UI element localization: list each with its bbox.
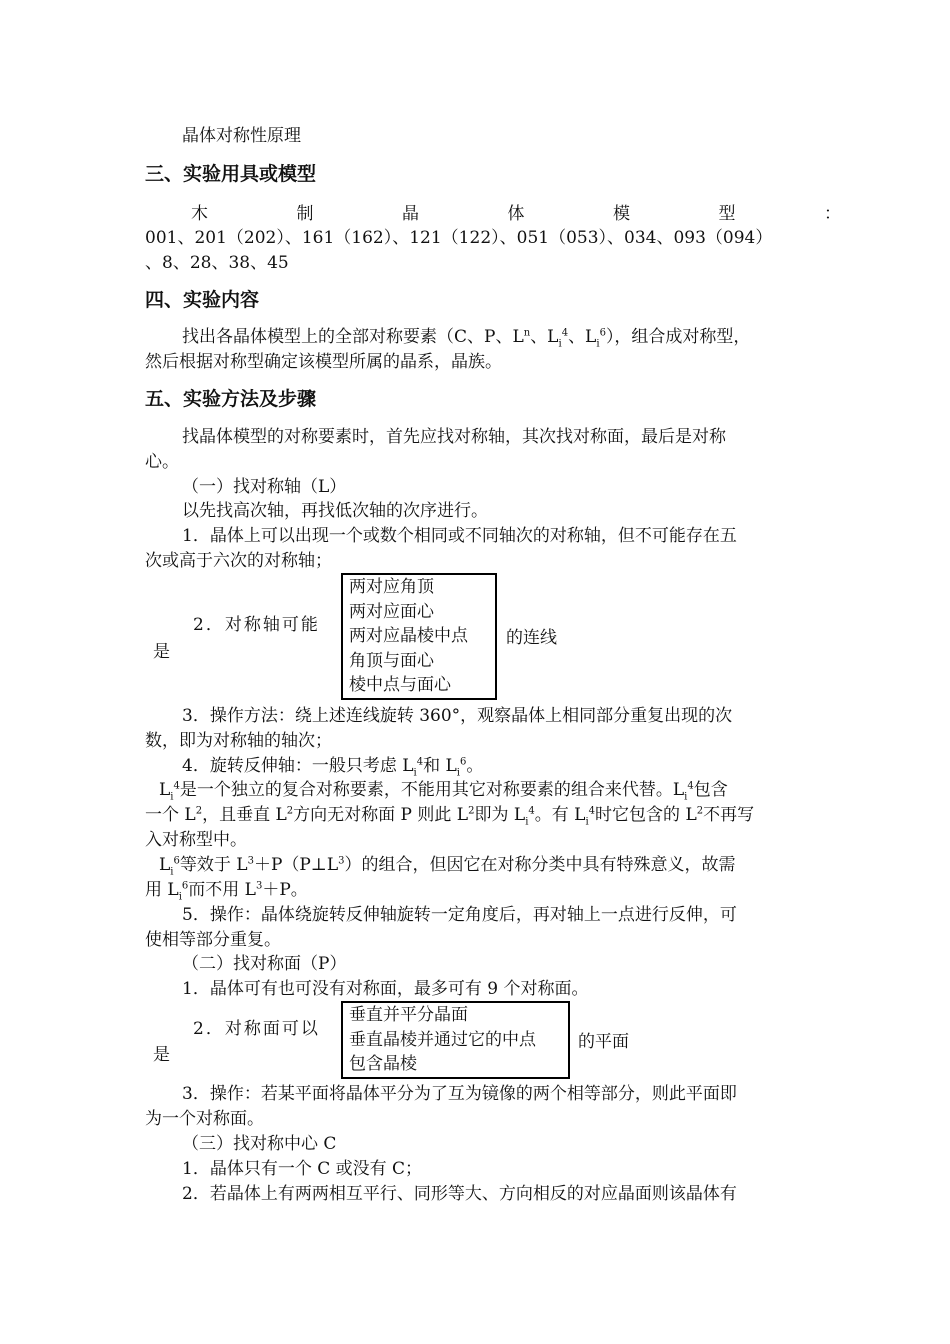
- li4-line-3: 入对称型中。: [145, 830, 247, 850]
- models-list-line-1: 001、201（202）、161（162）、121（122）、051（053）、034、093（094）: [145, 228, 773, 248]
- plane-subsection-title: （二）找对称面（P）: [182, 954, 347, 974]
- tools-char: 制: [296, 204, 314, 224]
- axis-item-1-line-1: 1．晶体上可以出现一个或数个相同或不同轴次的对称轴，但不可能存在五: [182, 526, 737, 546]
- intro-line-2: 心。: [145, 452, 179, 472]
- tools-char: 晶: [402, 204, 419, 224]
- tools-char: 木: [191, 204, 208, 224]
- box-item: 垂直晶棱并通过它的中点: [349, 1029, 536, 1050]
- plane-item-2-suffix: 的平面: [578, 1032, 629, 1052]
- axis-item-2-suffix: 的连线: [506, 628, 557, 648]
- axis-item-4: 4．旋转反伸轴：一般只考虑 $L_i^4$和 $L_i^6$。: [182, 756, 484, 779]
- li4-line-1: $L_i^4$是一个独立的复合对称要素，不能用其它对称要素的组合来代替。$L_i^4$包含: [159, 780, 728, 803]
- box-item: 包含晶棱: [349, 1054, 417, 1074]
- section-3-heading: 三、实验用具或模型: [145, 163, 317, 185]
- section-5-heading: 五、实验方法及步骤: [145, 388, 317, 410]
- axis-subsection-title: （一）找对称轴（L）: [182, 477, 347, 497]
- axis-item-5-line-1: 5．操作：晶体绕旋转反伸轴旋转一定角度后，再对轴上一点进行反伸，可: [182, 905, 737, 925]
- tools-char: ：: [824, 204, 841, 224]
- box-item: 角顶与面心: [349, 650, 434, 671]
- li6-line-2: 用 $L_i^6$而不用 $L^3+P$。: [145, 880, 308, 903]
- box-item: 棱中点与面心: [349, 675, 451, 695]
- tools-label: [191, 202, 841, 226]
- axis-item-3-line-1: 3．操作方法：绕上述连线旋转 360°，观察晶体上相同部分重复出现的次: [182, 706, 733, 726]
- li4-line-2: 一个 $L^2$，且垂直 $L^2$方向无对称面 P 则此 $L^2$即为 $L_i^4$。有 $L_i^4$时它包含的 $L^2$不再写: [145, 805, 755, 828]
- box-item: 两对应角顶: [349, 577, 434, 597]
- box-item: 两对应面心: [349, 601, 434, 622]
- center-subsection-title: （三）找对称中心 C: [182, 1134, 337, 1154]
- li6-line-1: $L_i^6$等效于 $L^3+P(P\perp L^3)$的组合，但因它在对称分类中具有特殊意义，故需: [159, 855, 736, 878]
- models-list-line-2: 、8、28、38、45: [145, 253, 289, 273]
- tools-char: 体: [507, 204, 525, 224]
- tools-char: 模: [613, 204, 630, 224]
- plane-item-3-line-2: 为一个对称面。: [145, 1109, 264, 1129]
- tools-char: 型: [718, 204, 736, 224]
- box-item: 垂直并平分晶面: [349, 1005, 468, 1025]
- plane-types-box: [341, 1001, 570, 1079]
- axis-item-3-line-2: 数，即为对称轴的轴次；: [145, 731, 332, 751]
- plane-item-2-label: 2．对称面可以: [193, 1019, 320, 1039]
- axis-item-2-label: 2．对称轴可能: [193, 615, 320, 635]
- axis-item-1-line-2: 次或高于六次的对称轴；: [145, 551, 332, 571]
- axis-order-line: 以先找高次轴，再找低次轴的次序进行。: [182, 501, 488, 521]
- axis-positions-box: [341, 573, 497, 700]
- axis-item-2-label-2: 是: [153, 642, 170, 662]
- center-item-1: 1．晶体只有一个 C 或没有 C；: [182, 1159, 423, 1179]
- axis-item-5-line-2: 使相等部分重复。: [145, 930, 281, 950]
- intro-line-1: 找晶体模型的对称要素时，首先应找对称轴，其次找对称面，最后是对称: [182, 427, 726, 447]
- plane-item-2-label-2: 是: [153, 1045, 170, 1065]
- plane-item-1: 1．晶体可有也可没有对称面，最多可有 9 个对称面。: [182, 979, 589, 999]
- center-item-2: 2．若晶体上有两两相互平行、同形等大、方向相反的对应晶面则该晶体有: [182, 1184, 737, 1204]
- content-para-line-1: 找出各晶体模型上的全部对称要素（C、P、$L^n$、$L_i^4$、$L_i^6$），组合成对称型，: [182, 327, 751, 350]
- plane-item-3-line-1: 3．操作：若某平面将晶体平分为了互为镜像的两个相等部分，则此平面即: [182, 1084, 737, 1104]
- box-item: 两对应晶棱中点: [349, 626, 468, 646]
- content-para-line-2: 然后根据对称型确定该模型所属的晶系，晶族。: [145, 352, 502, 372]
- section-4-heading: 四、实验内容: [145, 289, 260, 311]
- principle-label: 晶体对称性原理: [182, 126, 301, 146]
